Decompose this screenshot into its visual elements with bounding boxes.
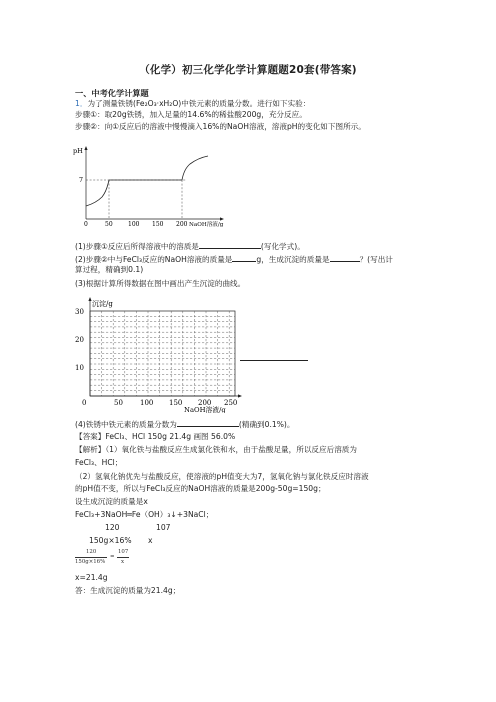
analysis-line-2: （2）氢氧化钠优先与盐酸反应，使溶液的pH值变大为7，氢氧化钠与氯化铁反应时溶液 xyxy=(75,472,369,481)
ph-xlabel: NaOH溶液/g xyxy=(189,222,224,228)
precipitate-xlabel: NaOH溶液/g xyxy=(184,406,226,413)
precipitate-xtick-150: 150 xyxy=(169,399,183,407)
page-title: （化学）初三化学化学计算题题20套(带答案) xyxy=(139,64,357,76)
step-2: 步骤②：向①反应后的溶液中慢慢滴入16%的NaOH溶液，溶液pH的变化如下图所示。 xyxy=(75,122,366,131)
precipitate-ylabel: 沉淀/g xyxy=(92,300,113,308)
precipitate-xtick-250: 250 xyxy=(224,399,238,407)
reaction-equation: FeCl₃+3NaOH═Fe（OH）₃↓+3NaCl； xyxy=(75,510,214,519)
question-intro xyxy=(75,99,310,109)
ph-xtick-150: 150 xyxy=(152,221,164,228)
answer-text: FeCl₃、HCl 150g 21.4g 画图 56.0% xyxy=(105,432,236,441)
precipitate-xtick-50: 50 xyxy=(114,399,123,407)
analysis-line-3: 设生成沉淀的质量是x xyxy=(75,497,148,506)
part-2-blank-2 xyxy=(330,253,360,262)
quantity-2: x xyxy=(148,536,153,545)
part-2-cont: 算过程，精确到0.1) xyxy=(75,265,144,274)
precipitate-grid xyxy=(90,311,235,396)
ph-y-arrow-icon xyxy=(84,146,87,150)
ph-xtick-50: 50 xyxy=(105,221,113,228)
part-2-suffix: ？(写出计 xyxy=(359,255,393,264)
analysis-line-1 xyxy=(75,445,357,455)
part-2-middle: g，生成沉淀的质量是 xyxy=(256,255,330,264)
ph-xtick-0: 0 xyxy=(84,221,88,228)
part-1-text: (1)步骤①反应后所得溶液中的溶质是 xyxy=(75,242,199,251)
part-4-blank xyxy=(177,418,239,427)
precipitate-xtick-0: 0 xyxy=(82,399,87,407)
part-4-suffix: (精确到0.1%)。 xyxy=(238,420,295,429)
part-4-text: (4)铁锈中铁元素的质量分数为 xyxy=(75,420,177,429)
precipitate-ytick-10: 10 xyxy=(75,364,84,372)
part-4 xyxy=(75,418,294,430)
part-1 xyxy=(75,240,305,252)
ph-chart xyxy=(72,145,232,228)
fraction-2-bar xyxy=(117,557,129,558)
precipitate-chart xyxy=(72,295,244,413)
question-number: 1． xyxy=(75,99,88,108)
fraction-1-numerator: 120 xyxy=(86,549,97,555)
conclusion-line: 答：生成沉淀的质量为21.4g； xyxy=(75,586,181,595)
analysis-line-2b: 的pH值不变，所以与FeCl₃反应的NaOH溶液的质量是200g-50g=150g； xyxy=(75,484,326,493)
precipitate-xtick-200: 200 xyxy=(198,399,212,407)
molar-mass-1: 120 xyxy=(105,523,120,532)
fraction-2-denominator: x xyxy=(121,559,125,565)
precipitate-ytick-20: 20 xyxy=(75,336,84,344)
ph-xtick-100: 100 xyxy=(128,221,140,228)
molar-mass-2: 107 xyxy=(156,523,171,532)
precipitate-x-arrow-icon xyxy=(238,394,242,397)
result-line: x=21.4g xyxy=(75,573,108,582)
analysis-1-text: （1）氧化铁与盐酸反应生成氯化铁和水，由于盐酸足量，所以反应后溶质为 xyxy=(105,445,357,454)
analysis-line-1b: FeCl₃、HCl； xyxy=(75,458,123,467)
part-1-blank xyxy=(199,240,261,249)
fraction-1-denominator: 150g×16% xyxy=(75,559,106,565)
precipitate-ytick-30: 30 xyxy=(75,308,84,316)
step-1: 步骤①：取20g铁锈，加入足量的14.6%的稀盐酸200g，充分反应。 xyxy=(75,110,307,119)
part-1-suffix: (写化学式)。 xyxy=(260,242,305,251)
part-3: (3)根据计算所得数据在图中画出产生沉淀的曲线。 xyxy=(75,279,246,288)
ph-curve xyxy=(86,156,208,206)
answer-line xyxy=(75,432,235,442)
ph-tick-7: 7 xyxy=(79,177,84,184)
ph-xtick-200: 200 xyxy=(176,221,188,228)
fraction-2-numerator: 107 xyxy=(118,549,129,555)
fraction-equals: = xyxy=(110,554,115,560)
ph-ylabel: pH xyxy=(73,147,83,155)
analysis-label: 【解析】 xyxy=(75,445,106,454)
section-heading: 一、中考化学计算题 xyxy=(75,88,149,98)
part-2 xyxy=(75,253,393,265)
ph-x-arrow-icon xyxy=(220,217,224,220)
precipitate-xtick-100: 100 xyxy=(140,399,154,407)
question-intro-text: 为了测量铁锈(Fe₂O₃·xH₂O)中铁元素的质量分数。进行如下实验： xyxy=(87,99,311,108)
part-2-text: (2)步骤②中与FeCl₃反应的NaOH溶液的质量是 xyxy=(75,255,233,264)
answer-label: 【答案】 xyxy=(75,432,106,441)
part-2-blank-1 xyxy=(232,253,256,262)
fraction-1-bar xyxy=(75,557,107,558)
quantity-1: 150g×16% xyxy=(89,536,132,545)
side-blank-line xyxy=(240,360,308,361)
